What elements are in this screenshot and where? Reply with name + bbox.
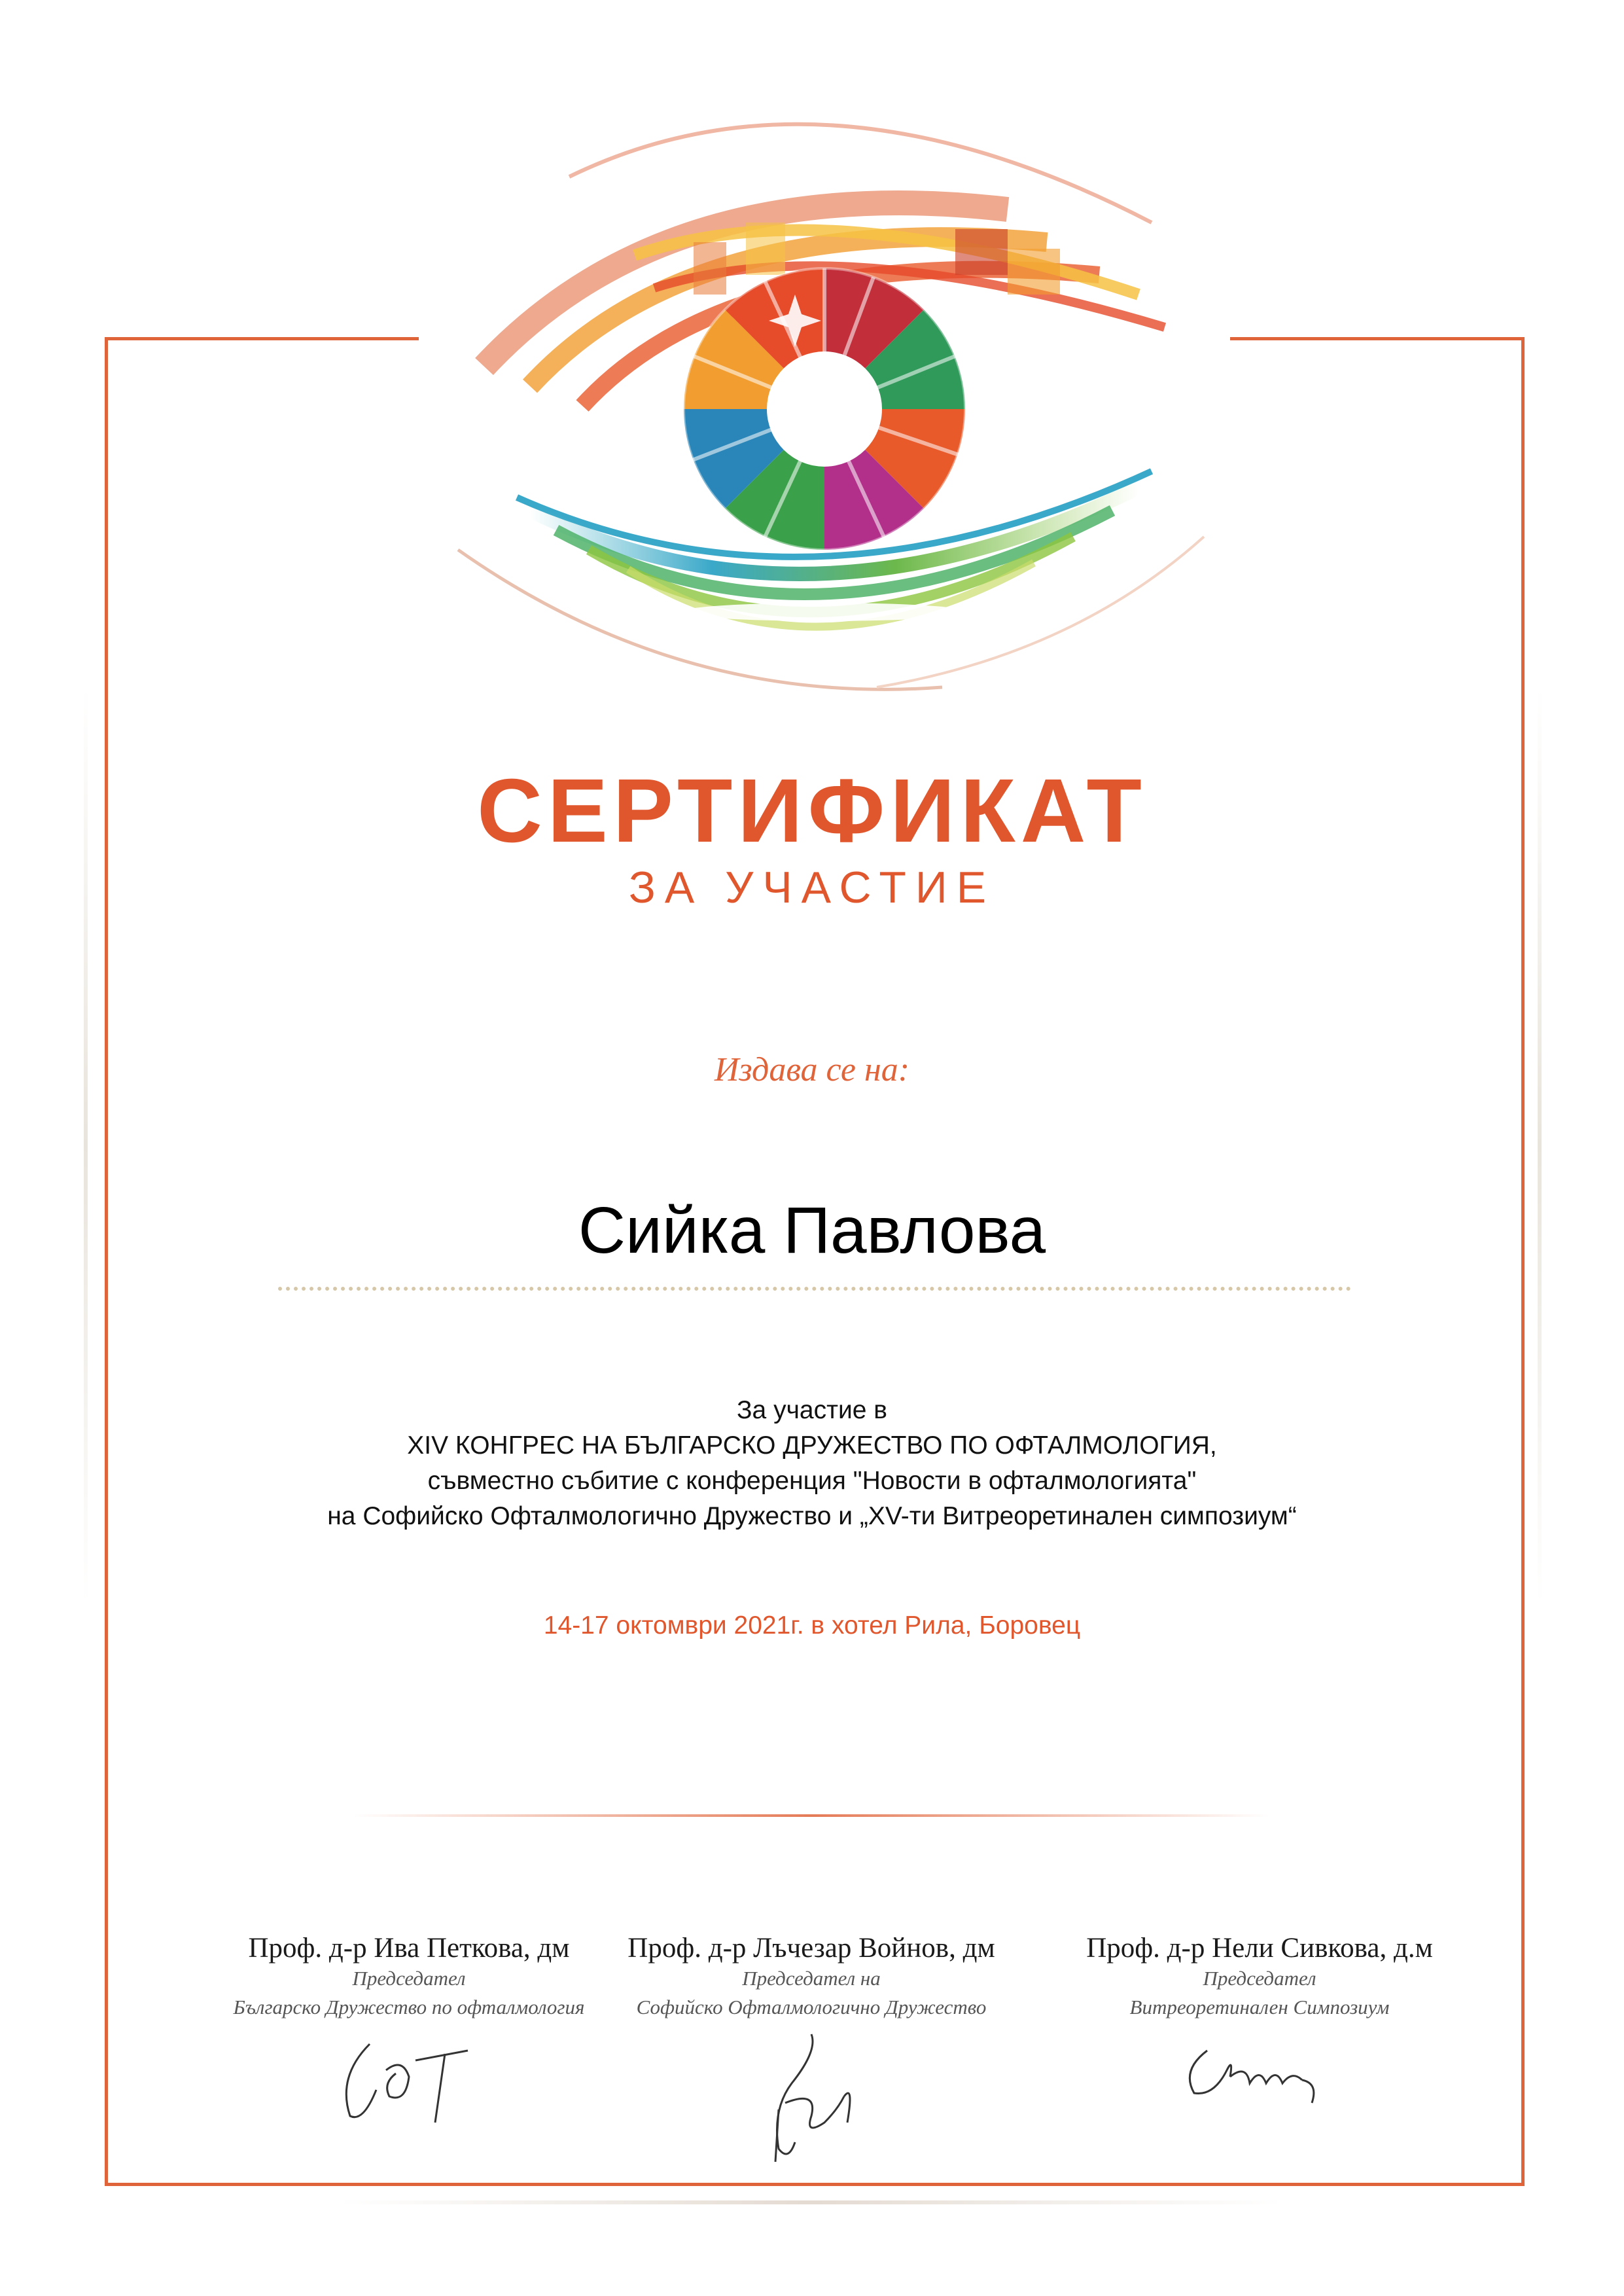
signatory-3: [1024, 1932, 1495, 2109]
signatory-role: Председател: [352, 1967, 466, 1990]
signature-icon: [1168, 2031, 1351, 2109]
signatory-1: [173, 1932, 644, 2129]
description-line-3: съвместно събитие с конференция "Новости в офталмологията": [427, 1467, 1197, 1495]
signatory-name: Проф. д-р Нели Сивкова, д.м: [1086, 1933, 1433, 1964]
description-line-2: XIV КОНГРЕС НА БЪЛГАРСКО ДРУЖЕСТВО ПО ОФТАЛМОЛОГИЯ,: [407, 1431, 1217, 1460]
bottom-shadow: [340, 2200, 1282, 2204]
signatory-organization: Софийско Офталмологично Дружество: [636, 1996, 987, 2018]
recipient-name: Сийка Павлова: [578, 1194, 1046, 1267]
signature-icon: [324, 2031, 494, 2129]
event-date-location: 14-17 октомври 2021г. в хотел Рила, Боровец: [543, 1611, 1081, 1640]
frame-top-right: [1230, 337, 1525, 340]
certificate-title: СЕРТИФИКАТ: [477, 761, 1147, 861]
signatory-role: Председател на: [742, 1967, 881, 1990]
frame-top-left: [105, 337, 419, 340]
eye-logo-icon: [419, 79, 1230, 720]
signatory-name: Проф. д-р Лъчезар Войнов, дм: [627, 1933, 995, 1964]
signature-icon: [713, 2031, 909, 2168]
signatory-organization: Витреоретинален Симпозиум: [1129, 1996, 1390, 2018]
signatory-name: Проф. д-р Ива Петкова, дм: [248, 1933, 570, 1964]
signatory-2: [576, 1932, 1047, 2168]
description-line-1: За участие в: [737, 1396, 887, 1424]
participation-description: [0, 1393, 1624, 1534]
signatory-role: Председател: [1203, 1967, 1316, 1990]
description-line-4: на Софийско Офталмологично Дружество и „XV-ти Витреоретинален симпозиум“: [327, 1502, 1297, 1530]
signature-separator: [353, 1814, 1269, 1817]
issued-to-label: Издава се на:: [714, 1051, 910, 1088]
signatory-organization: Българско Дружество по офталмология: [233, 1996, 585, 2018]
certificate-subtitle: ЗА УЧАСТИЕ: [628, 863, 996, 912]
name-dotted-line: [278, 1287, 1351, 1291]
